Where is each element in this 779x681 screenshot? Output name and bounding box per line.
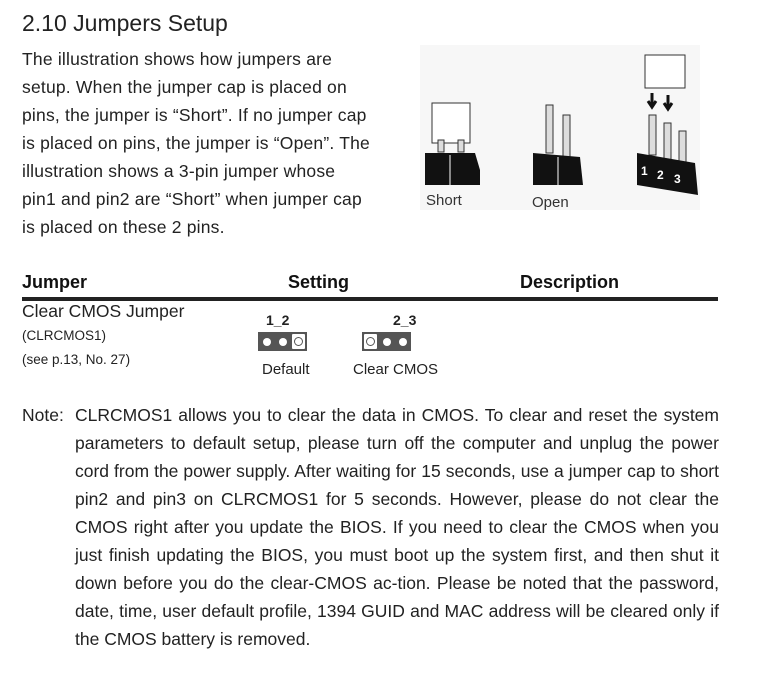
- intro-line: setup. When the jumper cap is placed on: [22, 77, 347, 97]
- setting-caption: Clear CMOS: [353, 361, 439, 378]
- col-header-setting: Setting: [288, 272, 349, 292]
- note-label: Note:: [22, 405, 64, 425]
- open-label: Open: [532, 194, 569, 210]
- open-jumper-icon: [533, 105, 583, 185]
- setting-pins: 1_2: [266, 312, 290, 328]
- three-pin-jumper-icon: [637, 55, 698, 195]
- clear-cmos-setting-icon: [362, 332, 411, 351]
- pin-number: 1: [641, 164, 648, 178]
- setting-pins: 2_3: [393, 312, 417, 328]
- intro-line: The illustration shows how jumpers are: [22, 49, 333, 69]
- jumper-ref: (see p.13, No. 27): [22, 352, 131, 367]
- section-title: 2.10 Jumpers Setup: [22, 10, 228, 36]
- pin-number: 2: [657, 168, 664, 182]
- intro-paragraph: [22, 45, 392, 241]
- note-text: CLRCMOS1 allows you to clear the data in CMOS. To clear and reset the system parameters to default setup, please turn off the computer and unplug the power cord from the power supply. After waiting for 15 seconds, use a jumper cap to short pin2 and pin3 on CLRCMOS1 for 5 seconds. However, please do not clear the CMOS right after you update the BIOS. If you need to clear the CMOS when you just finish updating the BIOS, you must boot up the system first, and then shut it down before you do the clear-CMOS ac-tion. Please be noted that the password, date, time, user default profile, 1394 GUID and MAC address will be cleared only if the CMOS battery is removed.: [75, 405, 719, 649]
- default-setting-icon: [258, 332, 307, 351]
- col-header-description: Description: [520, 272, 620, 292]
- short-label: Short: [426, 192, 462, 209]
- jumper-diagram: [420, 45, 700, 210]
- pin-number: 3: [674, 172, 681, 186]
- intro-line: pin1 and pin2 are “Short” when jumper cap: [22, 189, 362, 209]
- jumper-illustration: [420, 45, 700, 210]
- jumper-id: (CLRCMOS1): [22, 328, 107, 343]
- intro-line: is placed on these 2 pins.: [22, 217, 225, 237]
- short-jumper-icon: [425, 103, 480, 185]
- setting-caption: Default: [262, 361, 310, 378]
- jumper-name: Clear CMOS Jumper: [22, 301, 185, 321]
- col-header-jumper: Jumper: [22, 272, 88, 292]
- intro-line: is placed on pins, the jumper is “Open”. The: [22, 133, 370, 153]
- note-paragraph: [22, 401, 719, 653]
- intro-line: illustration shows a 3-pin jumper whose: [22, 161, 336, 181]
- intro-line: pins, the jumper is “Short”. If no jumper cap: [22, 105, 367, 125]
